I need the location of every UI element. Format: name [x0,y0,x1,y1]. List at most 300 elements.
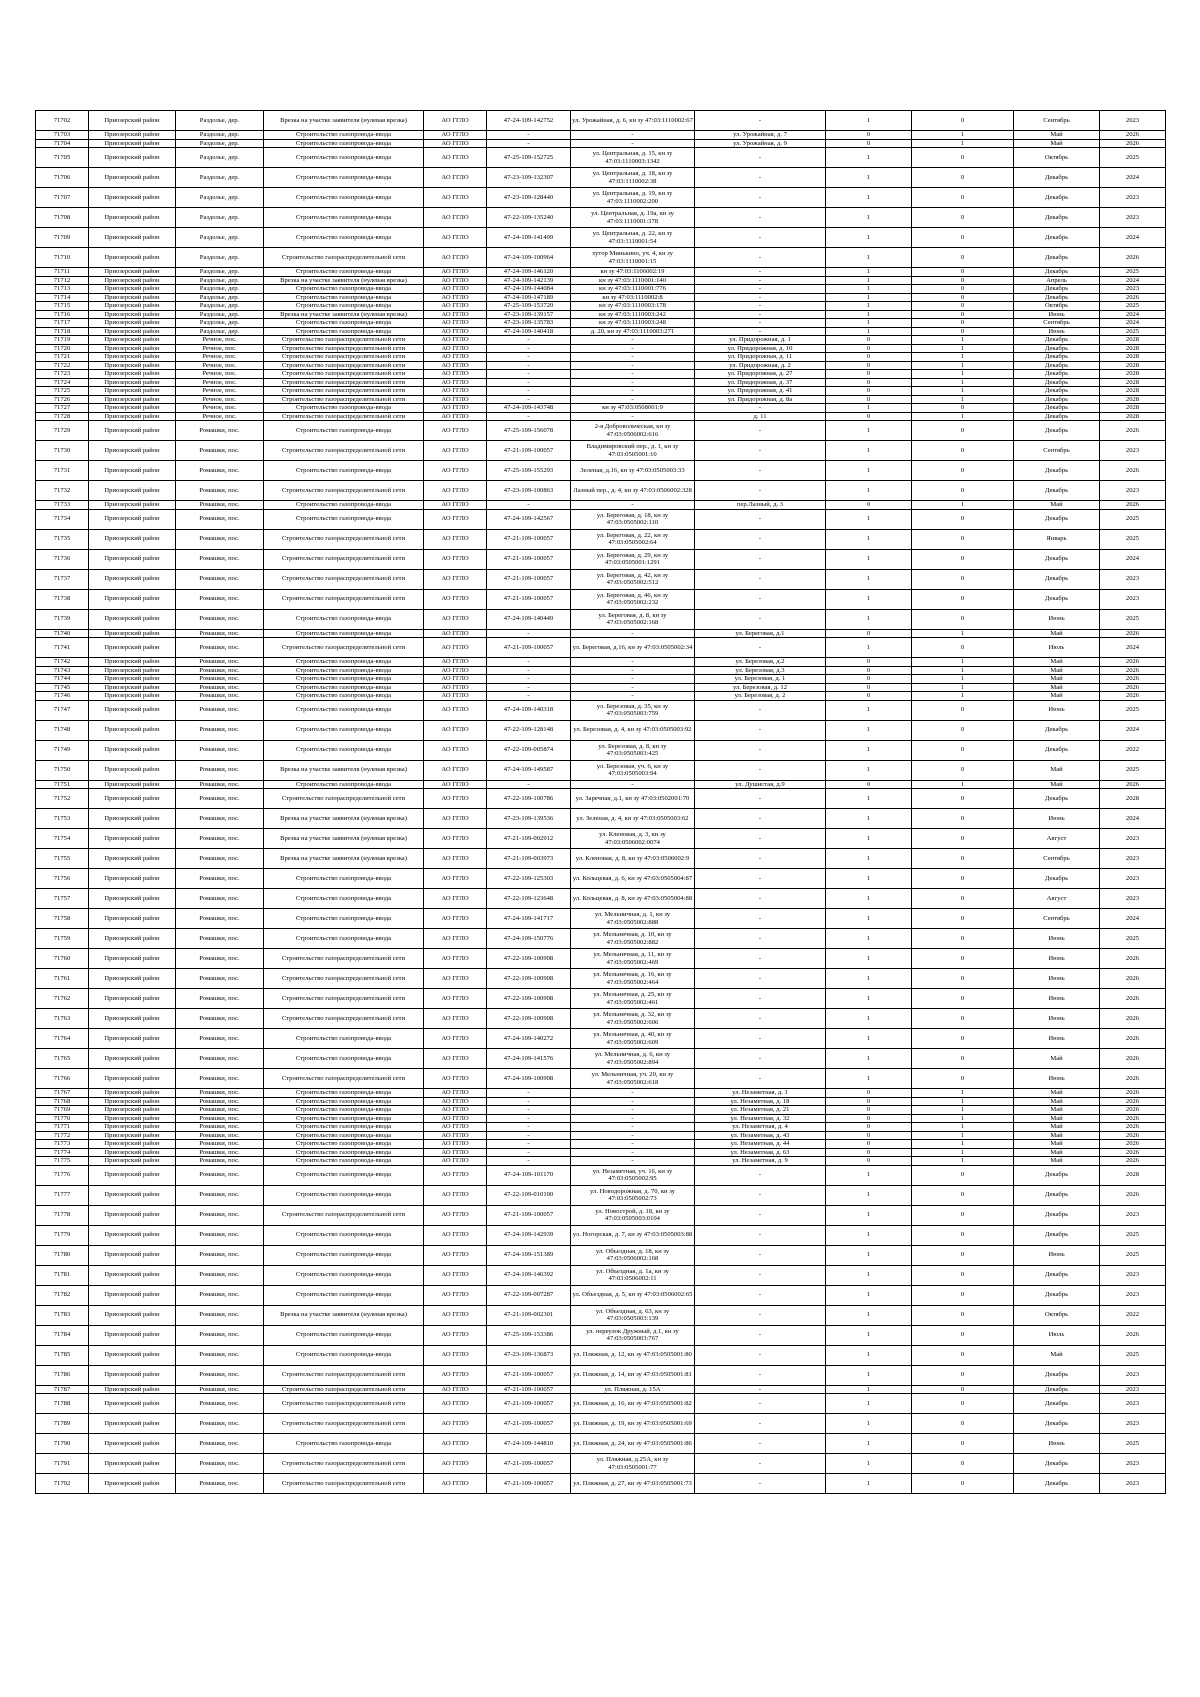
cell-row-number: 71760 [36,949,89,969]
cell-application-code: - [487,387,571,396]
cell-count-b: 1 [912,675,1014,684]
cell-year: 2025 [1100,1345,1166,1365]
cell-count-a: 1 [826,1325,912,1345]
cell-object-address: - [571,1089,695,1098]
cell-district: Приозерский район [89,569,176,589]
table-row [36,1131,1166,1140]
cell-work-type: Строительство газопровода-ввода [264,1157,424,1166]
cell-count-a: 1 [826,949,912,969]
cell-count-b: 0 [912,1049,1014,1069]
cell-month: Июнь [1014,1009,1100,1029]
cell-row-number: 71738 [36,589,89,609]
cell-settlement: Ромашки, пос. [176,1165,264,1185]
cell-district: Приозерский район [89,404,176,413]
cell-work-type: Строительство газораспределительной сети [264,395,424,404]
cell-street-address: пер.Лазный, д. 3 [695,501,826,510]
cell-district: Приозерский район [89,760,176,780]
table-row [36,909,1166,929]
cell-work-type: Строительство газопровода-ввода [264,1123,424,1132]
cell-settlement: Раздолье, дер. [176,293,264,302]
cell-count-a: 1 [826,111,912,131]
cell-work-type: Строительство газопровода-ввода [264,1434,424,1454]
cell-organization: АО ГГЛО [424,780,487,789]
cell-count-a: 1 [826,569,912,589]
cell-organization: АО ГГЛО [424,509,487,529]
table-row [36,285,1166,294]
cell-count-b: 0 [912,700,1014,720]
cell-work-type: Строительство газораспределительной сети [264,569,424,589]
cell-settlement: Ромашки, пос. [176,549,264,569]
cell-application-code: - [487,692,571,701]
cell-month: Декабрь [1014,387,1100,396]
cell-settlement: Речное, пос. [176,412,264,421]
cell-count-a: 1 [826,1394,912,1414]
cell-row-number: 71758 [36,909,89,929]
cell-work-type: Строительство газопровода-ввода [264,404,424,413]
cell-street-address: - [695,228,826,248]
cell-object-address: ул. Объездная, д. 18, кн зу 47:03:0506002:168 [571,1245,695,1265]
cell-application-code: 47-25-109-155293 [487,461,571,481]
table-row [36,302,1166,311]
cell-row-number: 71756 [36,869,89,889]
cell-work-type: Строительство газопровода-ввода [264,929,424,949]
cell-count-b: 0 [912,1029,1014,1049]
cell-month: Декабрь [1014,1474,1100,1494]
cell-settlement: Ромашки, пос. [176,1245,264,1265]
cell-district: Приозерский район [89,949,176,969]
cell-district: Приозерский район [89,1140,176,1149]
cell-year: 2026 [1100,1089,1166,1098]
cell-application-code: 47-23-109-100863 [487,481,571,501]
cell-count-a: 1 [826,1069,912,1089]
cell-work-type: Строительство газопровода-ввода [264,285,424,294]
cell-count-b: 0 [912,989,1014,1009]
cell-count-b: 0 [912,1454,1014,1474]
cell-row-number: 71766 [36,1069,89,1089]
cell-district: Приозерский район [89,929,176,949]
cell-application-code: - [487,139,571,148]
cell-street-address: - [695,509,826,529]
cell-settlement: Ромашки, пос. [176,1089,264,1098]
cell-settlement: Ромашки, пос. [176,461,264,481]
cell-district: Приозерский район [89,461,176,481]
table-row [36,361,1166,370]
table-row [36,1140,1166,1149]
cell-month: Декабрь [1014,168,1100,188]
cell-street-address: - [695,481,826,501]
cell-work-type: Строительство газораспределительной сети [264,441,424,461]
cell-district: Приозерский район [89,909,176,929]
cell-work-type: Строительство газораспределительной сети [264,481,424,501]
table-row [36,549,1166,569]
cell-row-number: 71769 [36,1106,89,1115]
cell-settlement: Ромашки, пос. [176,1325,264,1345]
cell-application-code: 47-24-109-142567 [487,509,571,529]
cell-count-a: 0 [826,1114,912,1123]
cell-district: Приозерский район [89,780,176,789]
cell-work-type: Строительство газопровода-ввода [264,1285,424,1305]
cell-settlement: Раздолье, дер. [176,148,264,168]
cell-street-address: - [695,1414,826,1434]
cell-district: Приозерский район [89,1245,176,1265]
cell-year: 2028 [1100,353,1166,362]
cell-month: Май [1014,1114,1100,1123]
cell-month: Декабрь [1014,720,1100,740]
cell-count-b: 0 [912,720,1014,740]
cell-year: 2025 [1100,302,1166,311]
cell-street-address: ул. Придорожная, д. 10 [695,344,826,353]
cell-count-a: 1 [826,1345,912,1365]
table-row [36,1106,1166,1115]
cell-object-address: ул. Центральная, д. 15, кн зу 47:03:1110003:1342 [571,148,695,168]
cell-work-type: Строительство газопровода-ввода [264,139,424,148]
cell-district: Приозерский район [89,683,176,692]
table-row [36,1225,1166,1245]
cell-count-b: 1 [912,629,1014,638]
cell-organization: АО ГГЛО [424,1325,487,1345]
cell-month: Январь [1014,529,1100,549]
cell-street-address: ул. Урожайная, д. 7 [695,131,826,140]
cell-settlement: Ромашки, пос. [176,529,264,549]
cell-organization: АО ГГЛО [424,760,487,780]
cell-year: 2025 [1100,529,1166,549]
cell-object-address: ул. Кольцевая, д. 8, кн зу 47:03:0505004:88 [571,889,695,909]
cell-district: Приозерский район [89,293,176,302]
cell-count-a: 0 [826,1123,912,1132]
table-row [36,849,1166,869]
cell-year: 2026 [1100,969,1166,989]
table-row [36,1385,1166,1394]
cell-object-address: Владимировский пер., д. 1, кн зу 47:03:0505001:10 [571,441,695,461]
cell-organization: АО ГГЛО [424,929,487,949]
cell-count-b: 1 [912,1114,1014,1123]
cell-street-address: ул. Придорожная, д. 37 [695,378,826,387]
cell-district: Приозерский район [89,1305,176,1325]
cell-count-a: 1 [826,829,912,849]
table-row [36,404,1166,413]
cell-row-number: 71723 [36,370,89,379]
cell-work-type: Строительство газопровода-ввода [264,461,424,481]
cell-year: 2026 [1100,1185,1166,1205]
cell-settlement: Раздолье, дер. [176,111,264,131]
cell-settlement: Раздолье, дер. [176,302,264,311]
cell-organization: АО ГГЛО [424,481,487,501]
cell-row-number: 71754 [36,829,89,849]
cell-month: Апрель [1014,276,1100,285]
cell-settlement: Ромашки, пос. [176,1069,264,1089]
cell-row-number: 71707 [36,188,89,208]
cell-month: Июнь [1014,989,1100,1009]
cell-organization: АО ГГЛО [424,1394,487,1414]
cell-application-code: 47-22-109-007287 [487,1285,571,1305]
cell-object-address: - [571,353,695,362]
cell-year: 2023 [1100,481,1166,501]
table-row [36,829,1166,849]
cell-year: 2028 [1100,378,1166,387]
cell-year: 2023 [1100,889,1166,909]
cell-application-code: - [487,131,571,140]
cell-count-a: 0 [826,658,912,667]
cell-object-address: кн зу 47:03:1110001:776 [571,285,695,294]
cell-row-number: 71774 [36,1148,89,1157]
cell-application-code: 47-21-109-100057 [487,569,571,589]
cell-district: Приозерский район [89,1009,176,1029]
table-row [36,1245,1166,1265]
cell-street-address: - [695,148,826,168]
cell-year: 2023 [1100,1285,1166,1305]
cell-street-address: - [695,989,826,1009]
cell-district: Приозерский район [89,148,176,168]
table-row [36,293,1166,302]
cell-work-type: Строительство газопровода-ввода [264,188,424,208]
cell-street-address: - [695,1165,826,1185]
cell-object-address: ул. Береговая, д. 29, кн зу 47:03:0505001:1291 [571,549,695,569]
cell-application-code: - [487,378,571,387]
cell-district: Приозерский район [89,353,176,362]
cell-object-address: ул. Центральная, д. 19а, кн зу 47:03:1110001:378 [571,208,695,228]
cell-settlement: Ромашки, пос. [176,1148,264,1157]
cell-year: 2026 [1100,1049,1166,1069]
cell-organization: АО ГГЛО [424,1434,487,1454]
cell-count-b: 0 [912,268,1014,277]
cell-row-number: 71783 [36,1305,89,1325]
cell-object-address: - [571,1106,695,1115]
cell-count-b: 0 [912,148,1014,168]
cell-row-number: 71746 [36,692,89,701]
cell-month: Июль [1014,1325,1100,1345]
cell-row-number: 71710 [36,248,89,268]
cell-settlement: Ромашки, пос. [176,569,264,589]
cell-settlement: Ромашки, пос. [176,1029,264,1049]
cell-organization: АО ГГЛО [424,139,487,148]
cell-count-b: 1 [912,131,1014,140]
cell-row-number: 71751 [36,780,89,789]
cell-settlement: Ромашки, пос. [176,789,264,809]
cell-count-b: 0 [912,404,1014,413]
cell-count-a: 0 [826,501,912,510]
cell-organization: АО ГГЛО [424,404,487,413]
cell-month: Май [1014,501,1100,510]
cell-application-code: 47-24-109-100908 [487,1069,571,1089]
cell-street-address: - [695,1009,826,1029]
cell-street-address: ул. Незаметная, д. 63 [695,1148,826,1157]
cell-street-address: ул. Незаметная, д. 43 [695,1131,826,1140]
cell-organization: АО ГГЛО [424,378,487,387]
cell-year: 2026 [1100,421,1166,441]
cell-work-type: Строительство газопровода-ввода [264,683,424,692]
cell-street-address: - [695,310,826,319]
cell-organization: АО ГГЛО [424,1106,487,1115]
cell-district: Приозерский район [89,1029,176,1049]
cell-street-address: ул. Незаметная, д. 4 [695,1123,826,1132]
cell-count-a: 1 [826,248,912,268]
cell-count-b: 1 [912,395,1014,404]
cell-object-address: ул. переулок Дружный, д.1, кн зу 47:03:0505003:767 [571,1325,695,1345]
cell-work-type: Строительство газопровода-ввода [264,692,424,701]
cell-year: 2023 [1100,285,1166,294]
cell-month: Май [1014,780,1100,789]
table-row [36,989,1166,1009]
cell-year: 2024 [1100,638,1166,658]
cell-row-number: 71781 [36,1265,89,1285]
cell-district: Приозерский район [89,1365,176,1385]
table-row [36,569,1166,589]
cell-district: Приозерский район [89,208,176,228]
cell-street-address: - [695,720,826,740]
cell-settlement: Ромашки, пос. [176,909,264,929]
cell-row-number: 71748 [36,720,89,740]
table-row [36,412,1166,421]
cell-application-code: - [487,629,571,638]
cell-count-b: 1 [912,370,1014,379]
table-row [36,1114,1166,1123]
cell-count-b: 0 [912,441,1014,461]
cell-count-a: 0 [826,336,912,345]
cell-year: 2025 [1100,760,1166,780]
cell-street-address: - [695,909,826,929]
cell-district: Приозерский район [89,692,176,701]
cell-year: 2023 [1100,1474,1166,1494]
cell-year: 2025 [1100,1225,1166,1245]
cell-year: 2028 [1100,1165,1166,1185]
cell-street-address: - [695,1185,826,1205]
cell-work-type: Строительство газораспределительной сети [264,248,424,268]
cell-count-b: 0 [912,228,1014,248]
cell-application-code: 47-23-109-135783 [487,319,571,328]
cell-district: Приозерский район [89,441,176,461]
cell-district: Приозерский район [89,344,176,353]
cell-application-code: 47-22-109-128148 [487,720,571,740]
cell-month: Сентябрь [1014,909,1100,929]
cell-month: Июнь [1014,609,1100,629]
table-row [36,529,1166,549]
cell-application-code: 47-22-109-135240 [487,208,571,228]
cell-settlement: Ромашки, пос. [176,1140,264,1149]
cell-application-code: - [487,336,571,345]
cell-count-a: 0 [826,353,912,362]
cell-row-number: 71759 [36,929,89,949]
table-row [36,228,1166,248]
cell-object-address: ул. Береговая, д. 18, кн зу 47:03:0505002:110 [571,509,695,529]
cell-street-address: - [695,589,826,609]
cell-year: 2025 [1100,327,1166,336]
cell-year: 2023 [1100,188,1166,208]
cell-object-address: ул. Пляжная, д. 27, кн зу 47:03:0505001:73 [571,1474,695,1494]
cell-year: 2023 [1100,208,1166,228]
cell-count-a: 0 [826,1106,912,1115]
cell-street-address: ул. Березовая, д. 2 [695,692,826,701]
table-row [36,780,1166,789]
cell-organization: АО ГГЛО [424,675,487,684]
cell-object-address: - [571,412,695,421]
cell-district: Приозерский район [89,395,176,404]
cell-count-b: 0 [912,111,1014,131]
cell-organization: АО ГГЛО [424,658,487,667]
cell-work-type: Строительство газораспределительной сети [264,361,424,370]
cell-year: 2026 [1100,1029,1166,1049]
cell-work-type: Строительство газопровода-ввода [264,909,424,929]
cell-count-b: 0 [912,1285,1014,1305]
cell-settlement: Ромашки, пос. [176,1434,264,1454]
cell-work-type: Строительство газораспределительной сети [264,387,424,396]
cell-row-number: 71780 [36,1245,89,1265]
cell-row-number: 71750 [36,760,89,780]
cell-work-type: Строительство газопровода-ввода [264,629,424,638]
cell-district: Приозерский район [89,276,176,285]
cell-street-address: - [695,638,826,658]
cell-application-code: 47-24-109-140318 [487,700,571,720]
cell-organization: АО ГГЛО [424,1305,487,1325]
cell-street-address: - [695,569,826,589]
cell-work-type: Строительство газораспределительной сети [264,1474,424,1494]
cell-application-code: - [487,675,571,684]
cell-year: 2026 [1100,293,1166,302]
cell-row-number: 71734 [36,509,89,529]
cell-month: Май [1014,1131,1100,1140]
cell-row-number: 71777 [36,1185,89,1205]
cell-application-code: 47-21-109-100057 [487,1414,571,1434]
cell-row-number: 71714 [36,293,89,302]
cell-work-type: Строительство газораспределительной сети [264,1009,424,1029]
cell-object-address: ул. Пляжная, д. 24, кн зу 47:03:0505001:86 [571,1434,695,1454]
cell-organization: АО ГГЛО [424,1205,487,1225]
cell-object-address: - [571,1157,695,1166]
cell-street-address: - [695,293,826,302]
cell-organization: АО ГГЛО [424,336,487,345]
cell-street-address: - [695,760,826,780]
cell-count-a: 1 [826,909,912,929]
cell-count-a: 1 [826,1434,912,1454]
cell-district: Приозерский район [89,666,176,675]
cell-district: Приозерский район [89,889,176,909]
cell-settlement: Речное, пос. [176,395,264,404]
cell-district: Приозерский район [89,1434,176,1454]
cell-application-code: 47-24-109-142939 [487,1225,571,1245]
cell-street-address: ул. Урожайная, д. 9 [695,139,826,148]
cell-count-a: 1 [826,969,912,989]
cell-settlement: Ромашки, пос. [176,666,264,675]
table-row [36,869,1166,889]
table-row [36,1305,1166,1325]
cell-object-address: кн зу 47:03:1110003:178 [571,302,695,311]
cell-district: Приозерский район [89,131,176,140]
cell-year: 2025 [1100,268,1166,277]
table-row [36,1474,1166,1494]
cell-count-a: 0 [826,131,912,140]
cell-count-a: 1 [826,228,912,248]
cell-count-a: 1 [826,989,912,1009]
cell-year: 2024 [1100,909,1166,929]
cell-street-address: - [695,188,826,208]
cell-street-address: - [695,208,826,228]
cell-object-address: ул. Незаметная, уч. 16, кн зу 47:03:0505002:95 [571,1165,695,1185]
cell-settlement: Ромашки, пос. [176,889,264,909]
cell-application-code: 47-21-109-002912 [487,829,571,849]
cell-count-a: 1 [826,208,912,228]
cell-month: Декабрь [1014,228,1100,248]
cell-year: 2028 [1100,370,1166,379]
cell-application-code: - [487,666,571,675]
cell-month: Декабрь [1014,481,1100,501]
cell-count-b: 0 [912,1434,1014,1454]
cell-object-address: ул. Мельничная, д. 11, кн зу 47:03:0505002:469 [571,949,695,969]
table-row [36,889,1166,909]
cell-row-number: 71739 [36,609,89,629]
cell-object-address: ул. Пляжная, д. 16, кн зу 47:03:0505001:82 [571,1394,695,1414]
cell-object-address: ул. Мельничная, д. 10, кн зу 47:03:0505002:882 [571,929,695,949]
cell-organization: АО ГГЛО [424,319,487,328]
cell-count-a: 1 [826,869,912,889]
